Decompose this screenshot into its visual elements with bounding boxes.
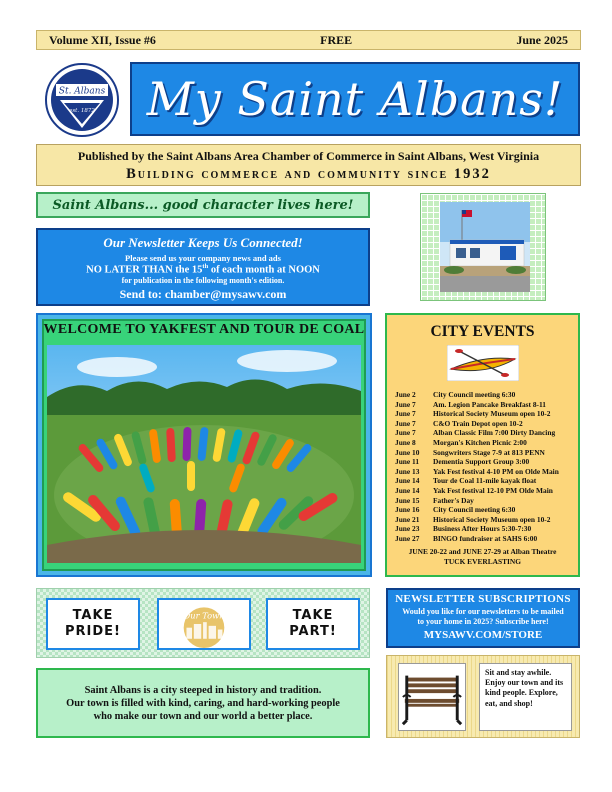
event-date: June 27: [395, 533, 420, 543]
issue-number: Volume XII, Issue #6: [49, 32, 156, 47]
newsletter-subscriptions-box: [386, 588, 580, 648]
event-row: [395, 428, 575, 438]
event-date: June 13: [395, 466, 420, 476]
event-date: June 14: [395, 485, 420, 495]
event-description: Tour de Coal 11-mile kayak float: [433, 476, 537, 486]
event-date: June 2: [395, 390, 416, 399]
logo-established: est. 1872: [69, 108, 95, 114]
park-bench-image: [398, 663, 466, 731]
event-description: BINGO fundraiser at SAHS 6:00: [433, 533, 538, 543]
event-date: June 8: [395, 437, 416, 447]
event-description: Dementia Support Group 3:00: [433, 457, 530, 467]
about-line2: Our town is filled with kind, caring, and hard-working people: [66, 698, 340, 709]
publisher-line: Published by the Saint Albans Area Chamber of Commerce in Saint Albans, West Virginia: [77, 149, 540, 163]
city-events-panel: [385, 313, 580, 577]
publisher-tagline: Building commerce and community since 1932: [126, 166, 491, 182]
event-row: [395, 524, 575, 534]
event-row: [395, 409, 575, 419]
event-description: City Council meeting 6:30: [433, 505, 516, 515]
event-description: Historical Society Museum open 10-2: [433, 514, 551, 524]
issue-bar: [36, 30, 581, 50]
event-date: June 11: [395, 457, 420, 467]
issue-date: June 2025: [516, 32, 568, 47]
event-date: June 7: [395, 409, 416, 419]
event-row: [395, 438, 575, 448]
about-line3: who make our town and our world a better place.: [93, 711, 313, 722]
event-row: [395, 467, 575, 477]
event-description: Historical Society Museum open 10-2: [433, 409, 551, 419]
event-row: [395, 448, 575, 458]
newsletter-line3: for publication in the following month's edition.: [121, 275, 285, 285]
event-row: [395, 515, 575, 525]
event-date: June 10: [395, 447, 420, 457]
take-pride-line2: PRIDE!: [65, 624, 121, 639]
events-footer-line2: TUCK EVERLASTING: [443, 556, 521, 566]
event-date: June 23: [395, 524, 420, 534]
take-pride-line1: TAKE: [72, 608, 114, 623]
event-row: [395, 496, 575, 506]
newsletter-box: [36, 228, 370, 306]
event-row: [395, 505, 575, 515]
logo-name: St. Albans: [58, 86, 106, 97]
our-town-emblem: [157, 598, 251, 650]
about-saint-albans: [36, 668, 370, 738]
event-row: [395, 486, 575, 496]
take-part-line2: PART!: [289, 624, 337, 639]
masthead-banner: [130, 62, 580, 136]
event-row: [395, 400, 575, 410]
event-description: Am. Legion Pancake Breakfast 8-11: [433, 399, 546, 409]
event-date: June 7: [395, 428, 416, 438]
event-row: [395, 390, 575, 400]
newsletter-email-link[interactable]: Send to: chamber@mysawv.com: [119, 286, 287, 301]
newsletter-title: Our Newsletter Keeps Us Connected!: [103, 235, 303, 250]
event-description: Morgan's Kitchen Picnic 2:00: [433, 437, 527, 447]
event-date: June 14: [395, 476, 420, 486]
take-pride-box: [46, 598, 140, 650]
kayak-icon: [447, 345, 519, 381]
city-events-title: CITY EVENTS: [430, 323, 535, 340]
subscriptions-body-line2: to your home in 2025? Subscribe here!: [417, 616, 549, 626]
publisher-band: [36, 144, 581, 186]
bench-caption: Sit and stay awhile. Enjoy our town and its kind people. Explore, eat, and shop!: [479, 663, 572, 731]
event-date: June 21: [395, 514, 420, 524]
yakfest-title: WELCOME TO YAKFEST AND TOUR DE COAL: [43, 322, 365, 337]
event-row: [395, 419, 575, 429]
city-seal-logo: [44, 62, 120, 138]
about-line1: Saint Albans is a city steeped in history and tradition.: [84, 685, 322, 696]
events-footer-line1: JUNE 20-22 and JUNE 27-29 at Alban Theatre: [408, 547, 557, 556]
our-town-label: Our Town: [183, 610, 225, 621]
event-description: City Council meeting 6:30: [433, 390, 516, 399]
chamber-building-photo: [440, 202, 530, 292]
price-label: FREE: [320, 32, 353, 47]
events-list: [395, 390, 575, 544]
event-row: [395, 457, 575, 467]
newsletter-line1: Please send us your company news and ads: [125, 253, 281, 263]
event-row: [395, 534, 575, 544]
event-description: Father's Day: [433, 495, 474, 505]
event-description: Yak Fest festival 4-10 PM on Olde Main: [433, 466, 559, 476]
event-row: [395, 476, 575, 486]
subscriptions-body-line1: Would you like for our newsletters to be mailed: [402, 607, 564, 616]
character-slogan: Saint Albans... good character lives here!: [36, 192, 370, 218]
events-footer: [387, 547, 578, 566]
event-description: Yak Fest festival 12-10 PM Olde Main: [433, 485, 553, 495]
event-date: June 16: [395, 505, 420, 515]
masthead-title: My Saint Albans!: [146, 72, 564, 126]
event-description: Business After Hours 5:30-7:30: [433, 524, 532, 534]
event-description: Alban Classic Film 7:00 Dirty Dancing: [433, 428, 556, 438]
event-date: June 7: [395, 418, 416, 428]
take-part-box: [266, 598, 360, 650]
event-date: June 15: [395, 495, 420, 505]
store-link[interactable]: MYSAWV.COM/STORE: [423, 629, 543, 641]
take-part-line1: TAKE: [292, 608, 334, 623]
event-date: June 7: [395, 399, 416, 409]
event-description: Songwriters Stage 7-9 at 813 PENN: [433, 447, 545, 457]
newsletter-deadline: NO LATER THAN the 15th of each month at NOON: [86, 263, 320, 276]
yakfest-kayak-photo: [47, 345, 361, 563]
event-description: C&O Train Depot open 10-2: [433, 418, 523, 428]
subscriptions-title: NEWSLETTER SUBSCRIPTIONS: [395, 593, 571, 605]
